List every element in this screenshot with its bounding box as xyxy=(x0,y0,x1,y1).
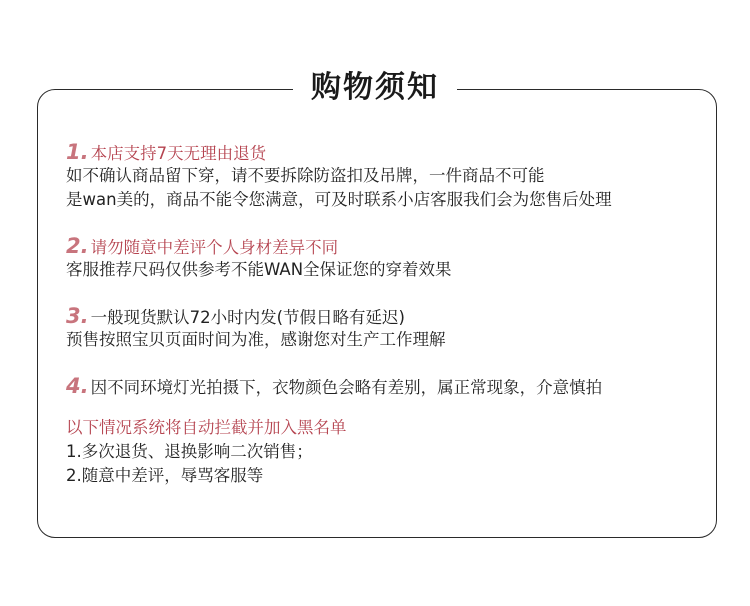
section-1-heading-text: 本店支持7天无理由退货 xyxy=(90,144,267,163)
title-wrap xyxy=(0,66,750,110)
section-3-number: 3. xyxy=(66,304,89,328)
section-3-line-1: 预售按照宝贝页面时间为准，感谢您对生产工作理解 xyxy=(66,330,446,349)
blacklist-section xyxy=(66,416,706,488)
section-4-number: 4. xyxy=(66,374,89,398)
page-title: 购物须知 xyxy=(293,66,457,110)
section-1 xyxy=(66,140,706,212)
section-3 xyxy=(66,304,706,352)
section-2-heading xyxy=(66,234,706,258)
section-1-line-2: 是wan美的，商品不能令您满意，可及时联系小店客服我们会为您售后处理 xyxy=(66,190,612,209)
section-2-number: 2. xyxy=(66,234,89,258)
blacklist-item-1: 1.多次退货、退换影响二次销售； xyxy=(66,442,313,461)
blacklist-heading: 以下情况系统将自动拦截并加入黑名单 xyxy=(66,418,347,437)
blacklist-item-2: 2.随意中差评，辱骂客服等 xyxy=(66,466,264,485)
section-1-number: 1. xyxy=(66,140,89,164)
section-4 xyxy=(66,374,706,398)
section-3-heading xyxy=(66,304,706,328)
section-1-line-1: 如不确认商品留下穿，请不要拆除防盗扣及吊牌，一件商品不可能 xyxy=(66,166,545,185)
section-4-heading-text: 因不同环境灯光拍摄下，衣物颜色会略有差别，属正常现象，介意慎拍 xyxy=(90,378,603,397)
section-1-heading xyxy=(66,140,706,164)
section-3-heading-text: 一般现货默认72小时内发(节假日略有延迟) xyxy=(90,308,405,327)
section-4-heading xyxy=(66,374,706,398)
section-2-line-1: 客服推荐尺码仅供参考不能WAN全保证您的穿着效果 xyxy=(66,260,452,279)
section-2-heading-text: 请勿随意中差评个人身材差异不同 xyxy=(90,238,339,257)
notice-content xyxy=(66,140,706,488)
section-2 xyxy=(66,234,706,282)
